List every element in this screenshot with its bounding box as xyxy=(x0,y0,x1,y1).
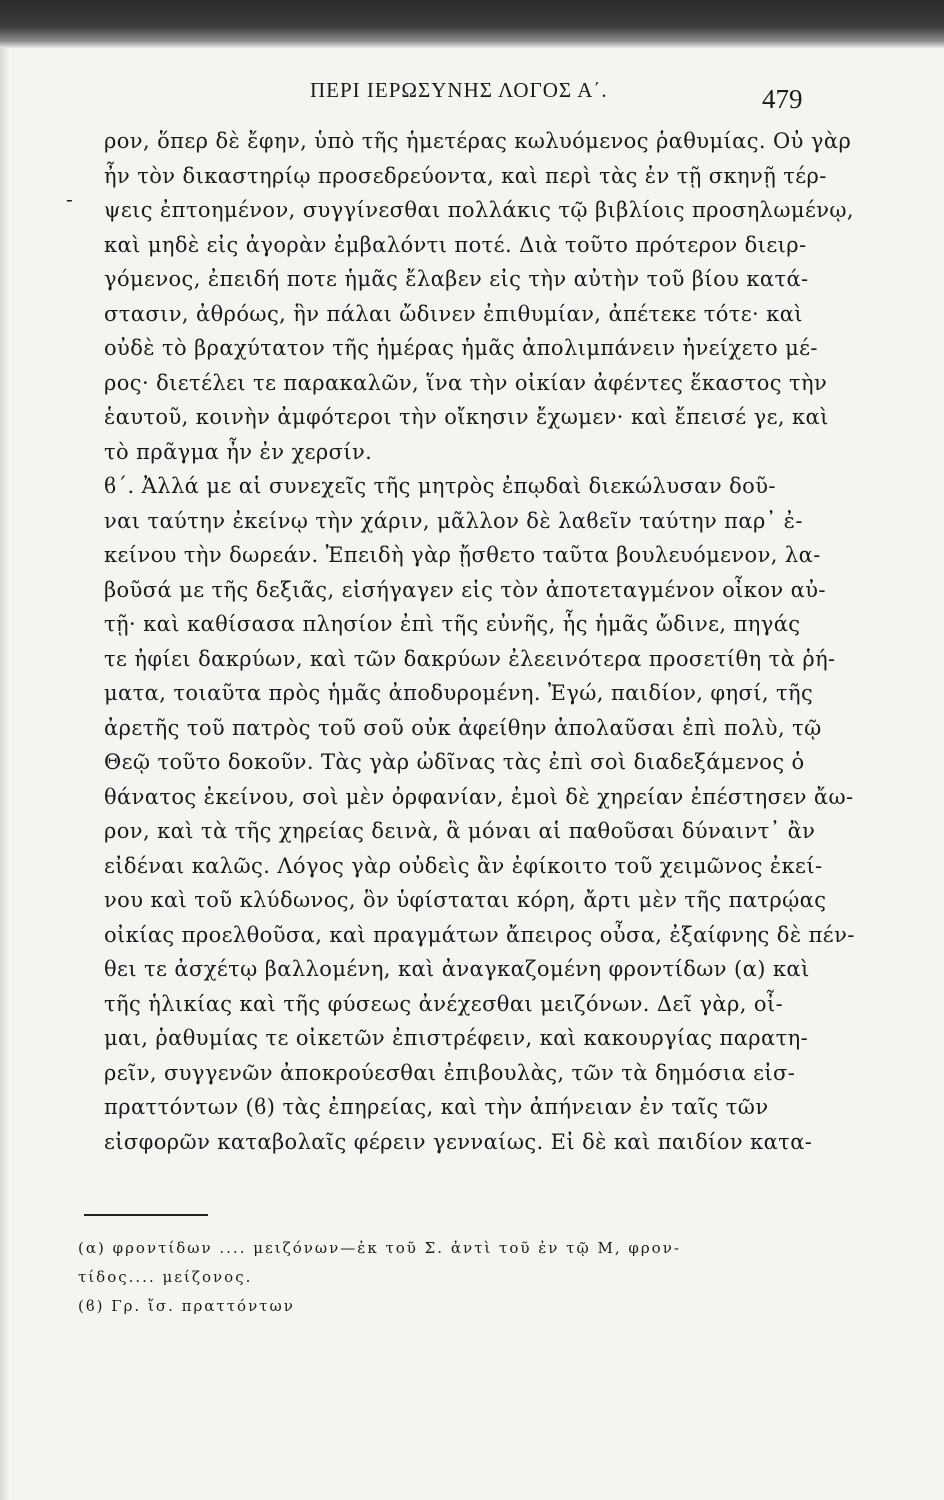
footnotes xyxy=(78,1234,798,1321)
text-line: ρον, ὅπερ δὲ ἔφην, ὑπὸ τῆς ἡμετέρας κωλυόμενος ῥαθυμίας. Οὐ γὰρ xyxy=(104,129,852,153)
text-line: πραττόντων (ϐ) τὰς ἐπηρείας, καὶ τὴν ἀπήνειαν ἐν ταῖς τῶν xyxy=(104,1095,769,1119)
text-line: τῆς ἡλικίας καὶ τῆς φύσεως ἀνέχεσθαι μειζόνων. Δεῖ γὰρ, οἶ- xyxy=(104,991,784,1016)
text-line: ματα, τοιαῦτα πρὸς ἡμᾶς ἀποδυρομένη. Ἐγώ, παιδίον, φησί, τῆς xyxy=(104,681,814,705)
text-line: μαι, ῥαθυμίας τε οἰκετῶν ἐπιστρέφειν, καὶ κακουργίας παρατη- xyxy=(104,1026,809,1050)
margin-mark: - xyxy=(66,187,73,211)
body-text xyxy=(104,124,855,1194)
running-header-title: ΠΕΡΙ ΙΕΡΩΣΥΝΗΣ ΛΟΓΟΣ Α΄. xyxy=(310,78,608,102)
text-line: ρον, καὶ τὰ τῆς χηρείας δεινὰ, ἃ μόναι αἱ παθοῦσαι δύναιντ᾽ ἂν xyxy=(104,819,816,843)
text-line: τῇ· καὶ καθίσασα πλησίον ἐπὶ τῆς εὐνῆς, ἧς ἡμᾶς ὤδινε, πηγάς xyxy=(104,612,801,636)
text-line: Θεῷ τοῦτο δοκοῦν. Τὰς γὰρ ὠδῖνας τὰς ἐπὶ σοὶ διαδεξάμενος ὁ xyxy=(104,750,805,774)
text-line: ψεις ἐπτοημένον, συγγίνεσθαι πολλάκις τῷ βιβλίοις προσηλωμένῳ, xyxy=(104,198,854,222)
text-line xyxy=(104,1159,804,1194)
footnote-line: (α) φροντίδων .... μειζόνων—ἐκ τοῦ Σ. ἀντὶ τοῦ ἐν τῷ Μ, φρον- xyxy=(78,1239,681,1257)
text-line: τε ἠφίει δακρύων, καὶ τῶν δακρύων ἐλεεινότερα προσετίθη τὰ ῥή- xyxy=(104,646,836,671)
footnote-line: (ϐ) Γρ. ἴσ. πραττόντων xyxy=(78,1297,295,1315)
text-line: οἰκίας προελθοῦσα, καὶ πραγμάτων ἄπειρος οὖσα, ἐξαίφνης δὲ πέν- xyxy=(104,922,855,947)
text-line: νου καὶ τοῦ κλύδωνος, ὃν ὑφίσταται κόρη, ἄρτι μὲν τῆς πατρῴας xyxy=(104,888,827,912)
text-line: ἀρετῆς τοῦ πατρὸς τοῦ σοῦ οὐκ ἀφείθην ἀπολαῦσαι ἐπὶ πολὺ, τῷ xyxy=(104,715,822,740)
footnote-divider xyxy=(84,1214,208,1216)
text-line: εἰδέναι καλῶς. Λόγος γὰρ οὐδεὶς ἂν ἐφίκοιτο τοῦ χειμῶνος ἐκεί- xyxy=(104,853,823,878)
text-line: θει τε ἀσχέτῳ βαλλομένη, καὶ ἀναγκαζομένη φροντίδων (α) καὶ xyxy=(104,957,810,981)
footnote-line: τίδος.... μείζονος. xyxy=(78,1268,253,1286)
text-line: ϐ΄. Ἀλλά με αἱ συνεχεῖς τῆς μητρὸς ἐπῳδαὶ διεκώλυσαν δοῦ- xyxy=(104,474,776,498)
text-line: γόμενος, ἐπειδή ποτε ἡμᾶς ἔλαβεν εἰς τὴν αὐτὴν τοῦ βίου κατά- xyxy=(104,267,809,291)
page-number: 479 xyxy=(762,84,803,114)
text-line: κείνου τὴν δωρεάν. Ἐπειδὴ γὰρ ᾔσθετο ταῦτα βουλευόμενον, λα- xyxy=(104,543,821,567)
text-line: θάνατος ἐκείνου, σοὶ μὲν ὀρφανίαν, ἐμοὶ δὲ χηρείαν ἐπέστησεν ἄω- xyxy=(104,784,854,809)
text-line: καὶ μηδὲ εἰς ἀγορὰν ἐμβαλόντι ποτέ. Διὰ τοῦτο πρότερον διειρ- xyxy=(104,232,807,257)
text-line: εἰσφορῶν καταβολαῖς φέρειν γενναίως. Εἰ δὲ καὶ παιδίον κατα- xyxy=(104,1129,813,1154)
text-line: ρος· διετέλει τε παρακαλῶν, ἵνα τὴν οἰκίαν ἀφέντες ἕκαστος τὴν xyxy=(104,370,828,395)
text-line: οὐδὲ τὸ βραχύτατον τῆς ἡμέρας ἡμᾶς ἀπολιμπάνειν ἠνείχετο μέ- xyxy=(104,336,818,360)
text-line: ἑαυτοῦ, κοινὴν ἀμφότεροι τὴν οἴκησιν ἔχωμεν· καὶ ἔπεισέ γε, καὶ xyxy=(104,405,829,429)
text-line: τὸ πρᾶγμα ἦν ἐν χερσίν. xyxy=(104,439,373,464)
text-line: βοῦσά με τῆς δεξιᾶς, εἰσήγαγεν εἰς τὸν ἀποτεταγμένον οἶκον αὐ- xyxy=(104,577,826,602)
text-line: ναι ταύτην ἐκείνῳ τὴν χάριν, μᾶλλον δὲ λαϐεῖν ταύτην παρ᾽ ἐ- xyxy=(104,508,803,533)
text-line: ρεῖν, συγγενῶν ἀποκρούεσθαι ἐπιβουλὰς, τῶν τὰ δημόσια εἰσ- xyxy=(104,1060,796,1085)
text-line: ἦν τὸν δικαστηρίῳ προσεδρεύοντα, καὶ περὶ τὰς ἐν τῇ σκηνῇ τέρ- xyxy=(104,163,827,188)
text-line: στασιν, ἀθρόως, ἣν πάλαι ὤδινεν ἐπιθυμίαν, ἀπέτεκε τότε· καὶ xyxy=(104,301,803,326)
